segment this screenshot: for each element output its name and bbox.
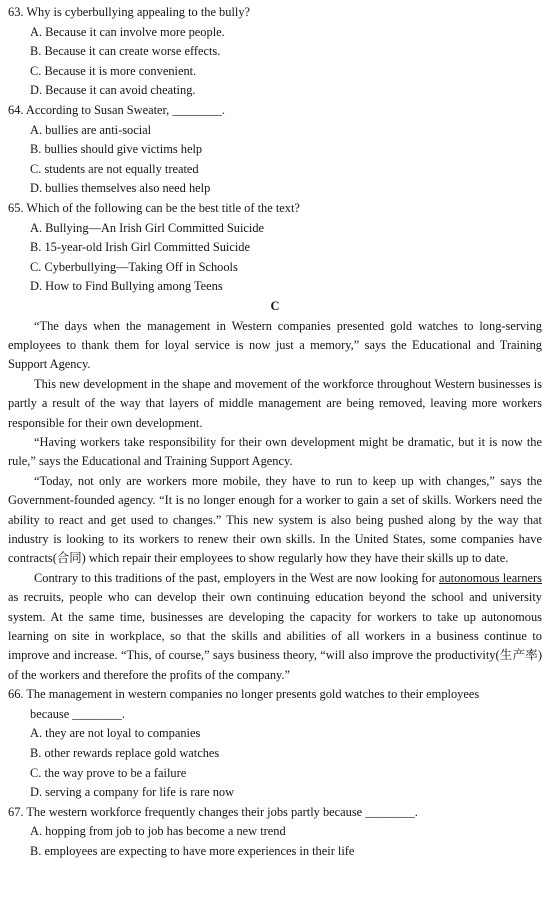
option-c: C. the way prove to be a failure (30, 765, 187, 780)
option-c: C. students are not equally treated (30, 161, 199, 176)
option-c: C. Cyberbullying—Taking Off in Schools (30, 259, 238, 274)
option-d: D. serving a company for life is rare now (30, 785, 235, 800)
passage-c (8, 297, 542, 685)
question-64 (8, 101, 542, 199)
paragraph-4: “Today, not only are workers more mobile, they have to run to keep up with changes,” says the Government-founded agency. “It is no longer enough for a worker to gain a set of skills. Workers need the ability to react and get used to changes.” This new system is also being pushed along by the way that industry is looking to its workers to renew their own skills. In the United States, some companies have contracts(合同) which repair their employees to show regularly how they have their skills up to date. (8, 473, 542, 566)
option-c: C. Because it is more convenient. (30, 63, 197, 78)
question-63 (8, 3, 542, 101)
option-b: B. employees are expecting to have more experiences in their life (30, 843, 355, 858)
option-a: A. bullies are anti-social (30, 122, 152, 137)
paragraph-5 (8, 569, 542, 685)
question-stem: 63. Why is cyberbullying appealing to the bully? (8, 5, 251, 19)
question-stem: 67. The western workforce frequently changes their jobs partly because ________. (8, 804, 418, 819)
option-a: A. Because it can involve more people. (30, 24, 225, 39)
paragraph-1: “The days when the management in Western companies presented gold watches to long-serving employees to thank them for loyal service is now just a memory,” says the Educational and Training Support Agency. (8, 318, 542, 372)
option-b: B. bullies should give victims help (30, 142, 203, 157)
question-stem: 64. According to Susan Sweater, ________. (8, 102, 225, 117)
question-stem-continued: because ________. (30, 706, 125, 721)
paragraph-3: “Having workers take responsibility for their own development might be dramatic, but it is now the rule,” says the Educational and Training Support Agency. (8, 434, 542, 469)
paragraph-2: This new development in the shape and movement of the workforce throughout Western businesses is partly a result of the way that layers of middle management are being removed, leaving more workers responsible for their own development. (8, 376, 542, 430)
option-d: D. Because it can avoid cheating. (30, 83, 196, 98)
option-b: B. Because it can create worse effects. (30, 44, 221, 59)
option-a: A. they are not loyal to companies (30, 726, 201, 741)
question-stem: 66. The management in western companies no longer presents gold watches to their employees (8, 687, 480, 702)
underlined-phrase: autonomous learners (438, 570, 542, 585)
question-stem: 65. Which of the following can be the best title of the text? (8, 200, 300, 215)
option-d: D. How to Find Bullying among Teens (30, 279, 223, 294)
question-65 (8, 199, 542, 297)
question-67 (8, 803, 542, 862)
option-b: B. other rewards replace gold watches (30, 746, 220, 760)
question-66 (8, 685, 542, 803)
option-a: A. hopping from job to job has become a new trend (30, 824, 286, 839)
paragraph-5-text-end: as recruits, people who can develop their own continuing education beyond the school and university system. At the same time, businesses are developing the capacity for workers to take up autonomous learning on site in workplace, so that the skills and abilities of all workers in a business continue to improve and increase. “This, of course,” says business theory, “will also improve the productivity(生产率) of the workers and therefore the profits of the company.” (8, 590, 542, 682)
passage-title: C (270, 298, 280, 313)
option-d: D. bullies themselves also need help (30, 181, 211, 196)
option-b: B. 15-year-old Irish Girl Committed Suicide (30, 240, 250, 255)
paragraph-5-text-start: Contrary to this traditions of the past, employers in the West are now looking for (34, 570, 439, 585)
option-a: A. Bullying—An Irish Girl Committed Suicide (30, 220, 265, 235)
